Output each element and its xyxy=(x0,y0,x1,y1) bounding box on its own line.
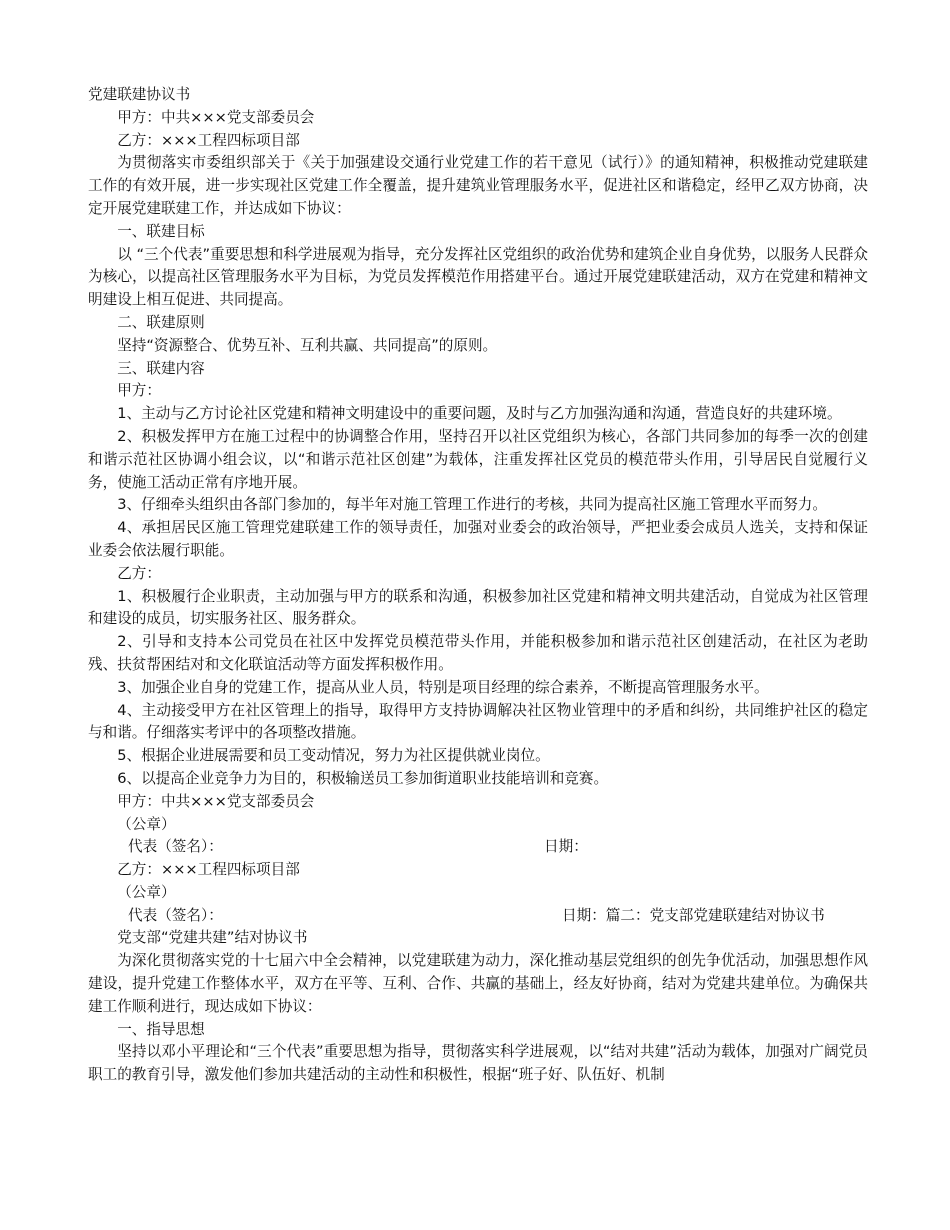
document-title: 党建联建协议书 xyxy=(88,86,191,103)
party-b-item: 6、以提高企业竞争力为目的，积极输送员工参加街道职业技能培训和竞赛。 xyxy=(117,769,609,787)
part2-title: 党支部“党建共建”结对协议书 xyxy=(117,929,308,947)
party-b-label: 乙方： xyxy=(117,564,161,582)
intro-paragraph: 为贯彻落实市委组织部关于《关于加强建设交通行业党建工作的若干意见（试行）》的通知精神，积极推动党建联建工作的有效开展，进一步实现社区党建工作全覆盖，提升建筑业管理服务水平，促进社区和谐稳定，经甲乙双方协商，决定开展党建联建工作，并达成如下协议： xyxy=(88,154,868,217)
signature-party-a: 甲方：中共×××党支部委员会 xyxy=(117,792,315,810)
signature-row-a xyxy=(88,836,868,859)
date-label-a: 日期： xyxy=(544,838,588,856)
party-b-item: 5、根据企业进展需要和员工变动情况，努力为社区提供就业岗位。 xyxy=(117,747,550,765)
party-b-line: 乙方：×××工程四标项目部 xyxy=(117,131,300,149)
part2-section-1-heading: 一、指导思想 xyxy=(117,1020,205,1038)
document-body xyxy=(88,84,868,1087)
party-b-item: 2、引导和支持本公司党员在社区中发挥党员模范带头作用，并能积极参加和谐示范社区创建活动，在社区为老助残、扶贫帮困结对和文化联谊活动等方面发挥积极作用。 xyxy=(88,633,868,673)
party-a-item: 4、承担居民区施工管理党建联建工作的领导责任，加强对业委会的政治领导，严把业委会成员人选关，支持和保证业委会依法履行职能。 xyxy=(88,519,868,559)
party-a-label: 甲方： xyxy=(117,382,161,400)
party-a-item: 1、主动与乙方讨论社区党建和精神文明建设中的重要问题，及时与乙方加强沟通和沟通，营造良好的共建环境。 xyxy=(117,405,842,423)
party-b-item: 1、积极履行企业职责，主动加强与甲方的联系和沟通，积极参加社区党建和精神文明共建活动，自觉成为社区管理和建设的成员，切实服务社区、服务群众。 xyxy=(88,587,868,628)
date-label-b: 日期：篇二：党支部党建联建结对协议书 xyxy=(562,906,825,924)
section-1-body: 以 “三个代表”重要思想和科学进展观为指导，充分发挥社区党组织的政治优势和建筑企业自身优势，以服务人民群众为核心，以提高社区管理服务水平为目标，为党员发挥模范作用搭建平台。通过开展党建联建活动，双方在党建和精神文明建设上相互促进、共同提高。 xyxy=(88,245,868,309)
section-1-heading: 一、联建目标 xyxy=(117,222,205,240)
seal-label-a: （公章） xyxy=(117,815,176,833)
seal-label-b: （公章） xyxy=(117,883,176,901)
representative-label-b: 代表（签名）： xyxy=(128,906,223,924)
party-b-item: 3、加强企业自身的党建工作，提高从业人员，特别是项目经理的综合素养，不断提高管理服务水平。 xyxy=(117,678,769,696)
section-3-heading: 三、联建内容 xyxy=(117,359,205,377)
party-b-item: 4、主动接受甲方在社区管理上的指导，取得甲方支持协调解决社区物业管理中的矛盾和纠纷，共同维护社区的稳定与和谐。仔细落实考评中的各项整改措施。 xyxy=(88,701,868,742)
section-2-heading: 二、联建原则 xyxy=(117,313,205,331)
part2-section-1-body: 坚持以邓小平理论和“三个代表”重要思想为指导，贯彻落实科学进展观，以“结对共建”活动为载体，加强对广阔党员职工的教育引导，激发他们参加共建活动的主动性和积极性，根据“班子好、队伍好、机制 xyxy=(88,1043,868,1084)
party-a-line: 甲方：中共×××党支部委员会 xyxy=(117,108,315,126)
representative-label-a: 代表（签名）： xyxy=(128,838,223,856)
party-a-item: 3、仔细牵头组织由各部门参加的，每半年对施工管理工作进行的考核，共同为提高社区施工管理水平而努力。 xyxy=(117,496,827,514)
signature-row-b xyxy=(88,905,868,928)
part2-intro-paragraph: 为深化贯彻落实党的十七届六中全会精神，以党建联建为动力，深化推动基层党组织的创先争优活动，加强思想作风建设，提升党建工作整体水平，双方在平等、互利、合作、共赢的基础上，经友好协商，结对为党建共建单位。为确保共建工作顺利进行，现达成如下协议： xyxy=(88,952,868,1015)
section-2-body: 坚持“资源整合、优势互补、互利共赢、共同提高”的原则。 xyxy=(117,336,498,354)
signature-party-b: 乙方：×××工程四标项目部 xyxy=(117,861,300,879)
party-a-item: 2、积极发挥甲方在施工过程中的协调整合作用，坚持召开以社区党组织为核心，各部门共同参加的每季一次的创建和谐示范社区协调小组会议，以“和谐示范社区创建”为载体，注重发挥社区党员的模范带头作用，引导居民自觉履行义务，使施工活动正常有序地开展。 xyxy=(88,427,868,491)
